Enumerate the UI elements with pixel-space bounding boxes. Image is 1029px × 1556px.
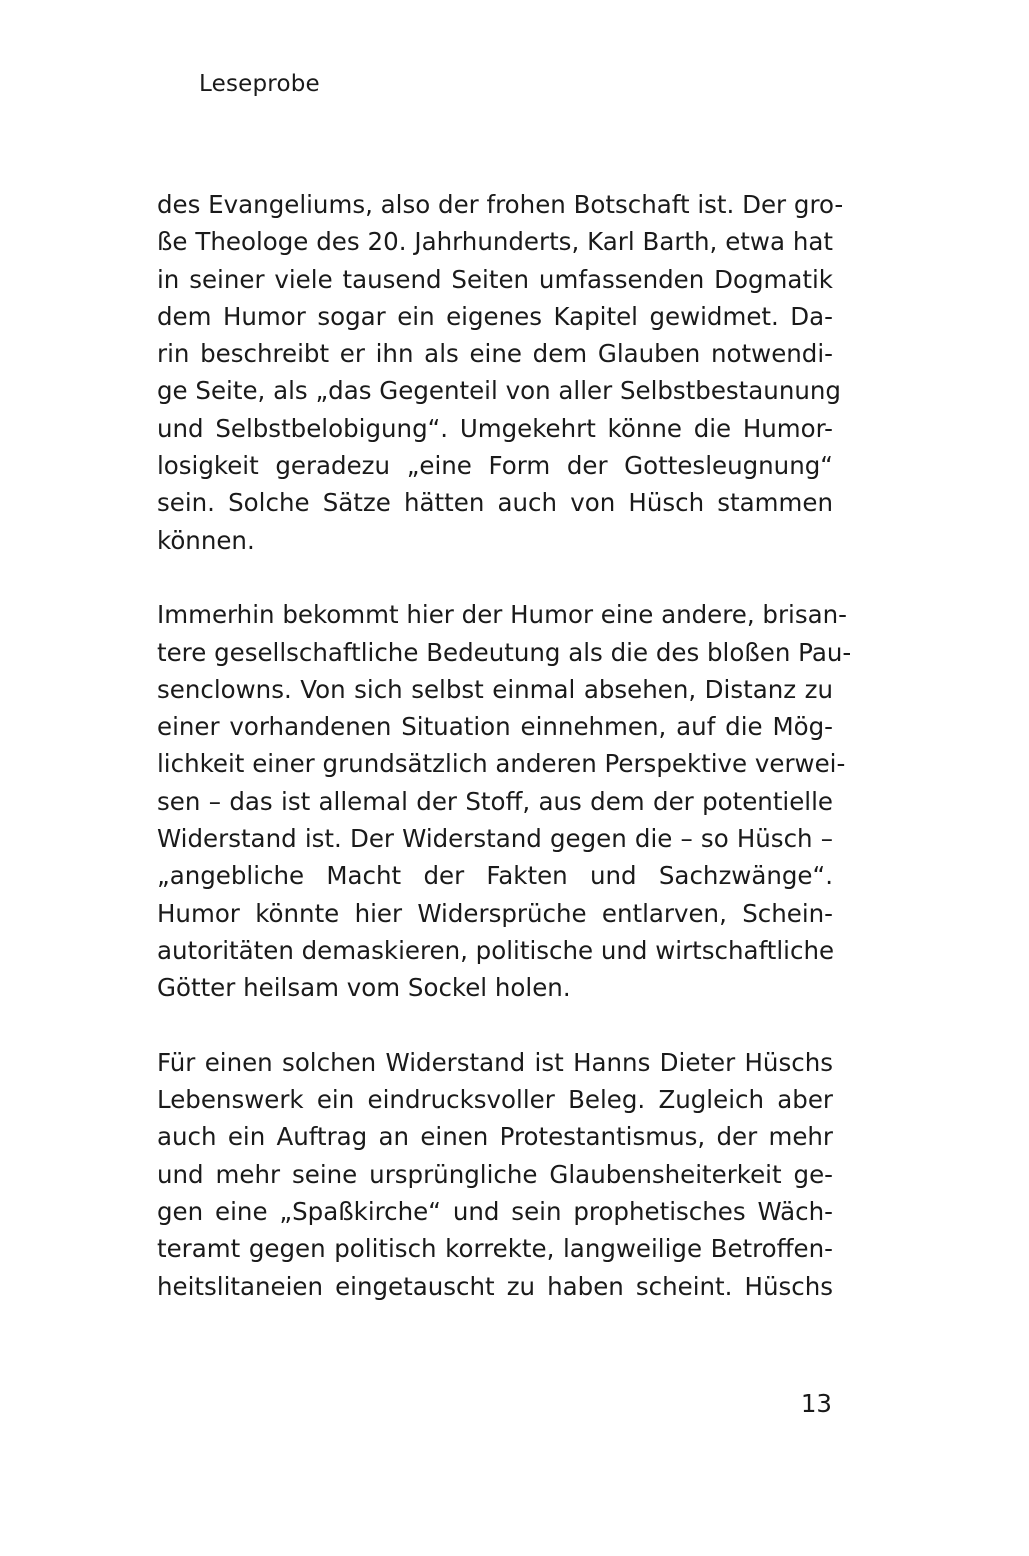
text-line: Humor könnte hier Widersprüche entlarven, Schein- [157,898,833,928]
text-line: des Evangeliums, also der frohen Botschaft ist. Der gro- [157,190,844,219]
text-line: einer vorhandenen Situation einnehmen, auf die Mög- [157,712,833,742]
paragraph-gap [157,559,833,596]
paragraph-3 [157,1044,833,1305]
text-line: dem Humor sogar ein eigenes Kapitel gewidmet. Da- [157,301,833,331]
paragraph-1 [157,186,844,559]
text-line: ge Seite, als „das Gegenteil von aller Selbstbestaunung [157,376,841,406]
text-line: in seiner viele tausend Seiten umfassenden Dogmatik [157,264,833,294]
running-header: Leseprobe [199,71,320,97]
text-line: ße Theologe des 20. Jahrhunderts, Karl Barth, etwa hat [157,227,833,257]
text-line: Lebenswerk ein eindrucksvoller Beleg. Zugleich aber [157,1085,833,1115]
text-line: losigkeit geradezu „eine Form der Gottesleugnung“ [157,451,833,481]
text-line: teramt gegen politisch korrekte, langweilige Betroffen- [157,1234,833,1264]
text-line: Widerstand ist. Der Widerstand gegen die – so Hüsch – [157,824,833,854]
text-line: Götter heilsam vom Sockel holen. [157,973,571,1003]
text-line: und mehr seine ursprüngliche Glaubensheiterkeit ge- [157,1159,833,1189]
text-line: tere gesellschaftliche Bedeutung als die des bloßen Pau- [157,637,852,667]
text-line: können. [157,525,255,555]
text-line: auch ein Auftrag an einen Protestantismus, der mehr [157,1122,833,1152]
page-number: 13 [800,1389,832,1418]
text-line: Immerhin bekommt hier der Humor eine andere, brisan- [157,600,847,630]
text-line: sen – das ist allemal der Stoff, aus dem der potentielle [157,786,833,816]
paragraph-2 [157,596,852,1006]
text-line: und Selbstbelobigung“. Umgekehrt könne die Humor- [157,413,833,443]
text-line: sein. Solche Sätze hätten auch von Hüsch stammen [157,488,833,518]
body-text [157,186,852,1305]
paragraph-gap [157,1007,833,1044]
text-line: heitslitaneien eingetauscht zu haben scheint. Hüschs [157,1271,833,1301]
text-line: „angebliche Macht der Fakten und Sachzwänge“. [157,861,833,891]
text-line: senclowns. Von sich selbst einmal absehen, Distanz zu [157,674,833,704]
text-line: Für einen solchen Widerstand ist Hanns Dieter Hüschs [157,1047,833,1077]
text-line: lichkeit einer grundsätzlich anderen Perspektive verwei- [157,749,846,779]
text-line: autoritäten demaskieren, politische und wirtschaftliche [157,935,835,965]
text-line: rin beschreibt er ihn als eine dem Glauben notwendi- [157,339,833,369]
text-line: gen eine „Spaßkirche“ und sein prophetisches Wäch- [157,1197,833,1227]
